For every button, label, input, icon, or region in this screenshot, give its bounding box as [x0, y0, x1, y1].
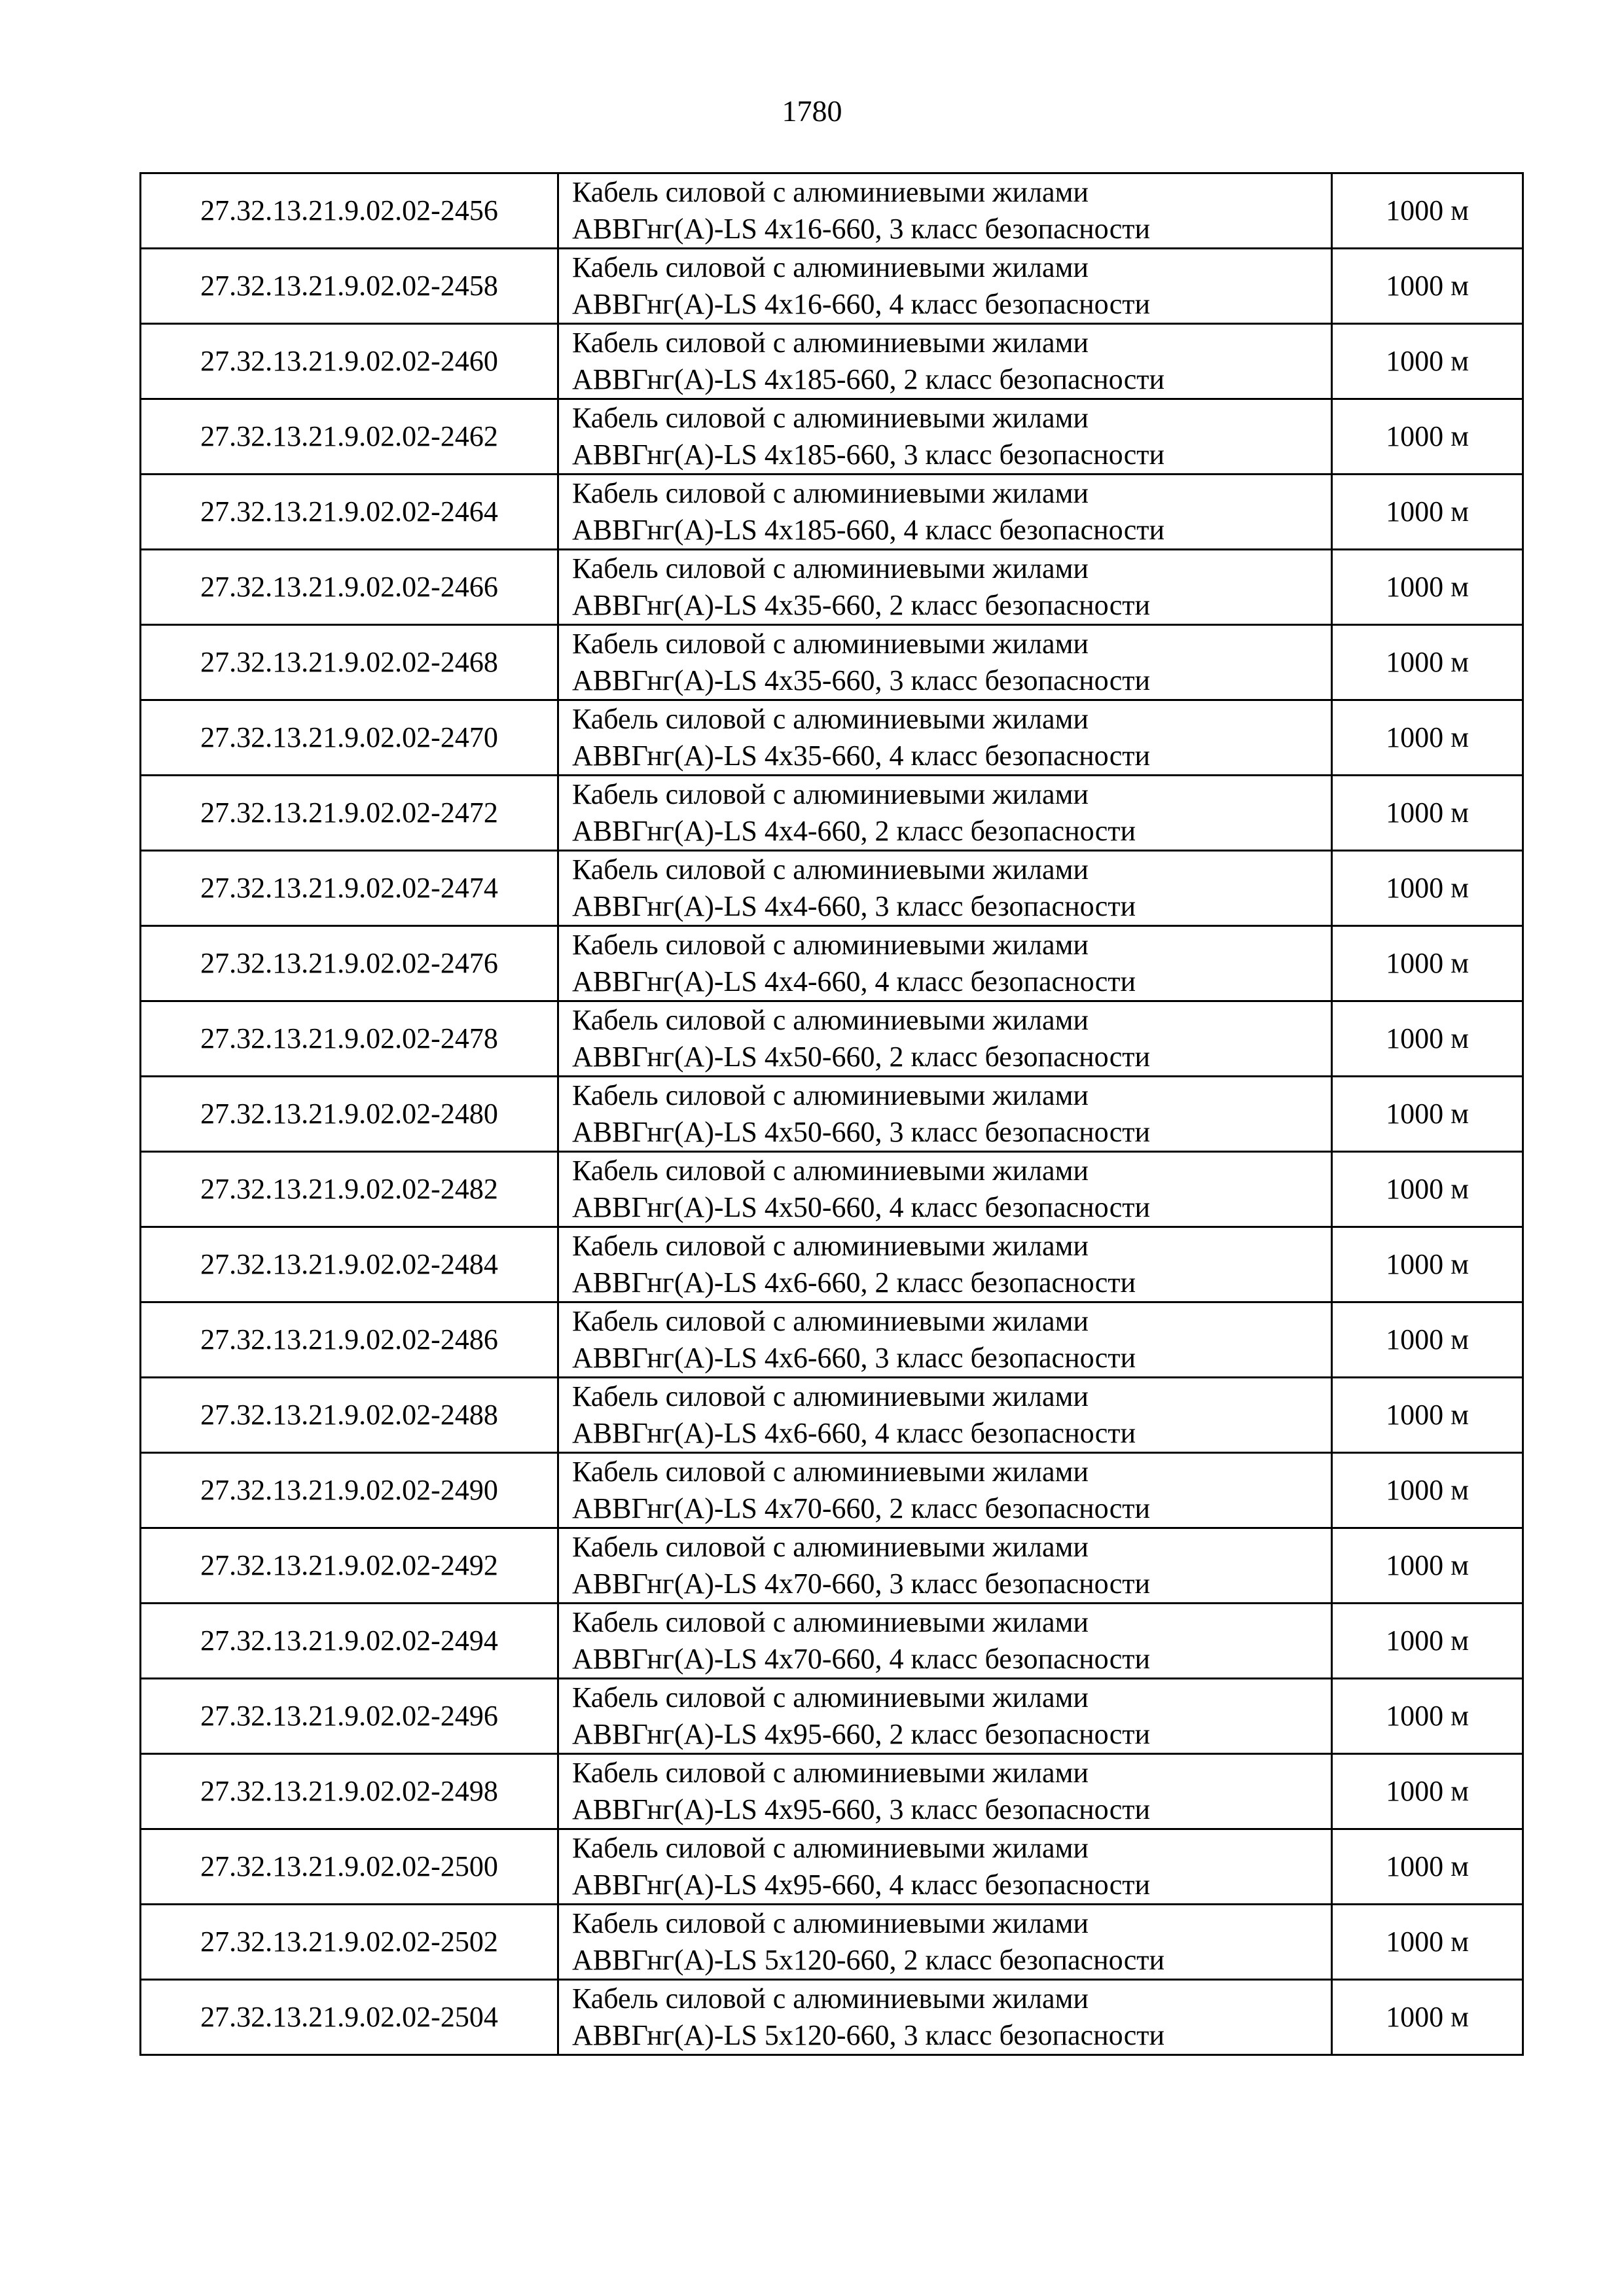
description-line-2: АВВГнг(А)-LS 4х16-660, 3 класс безопасности — [572, 213, 1151, 245]
resource-code: 27.32.13.21.9.02.02-2468 — [141, 625, 558, 700]
description-line-2: АВВГнг(А)-LS 5х120-660, 2 класс безопасности — [572, 1944, 1165, 1976]
resource-unit: 1000 м — [1332, 776, 1523, 851]
table-row — [141, 1001, 1523, 1077]
resource-code: 27.32.13.21.9.02.02-2456 — [141, 173, 558, 249]
resource-code: 27.32.13.21.9.02.02-2460 — [141, 324, 558, 399]
resource-description — [558, 1302, 1332, 1378]
resource-unit: 1000 м — [1332, 1378, 1523, 1453]
resource-code: 27.32.13.21.9.02.02-2492 — [141, 1528, 558, 1604]
resource-code: 27.32.13.21.9.02.02-2504 — [141, 1980, 558, 2055]
description-line-2: АВВГнг(А)-LS 4х50-660, 2 класс безопасности — [572, 1041, 1151, 1073]
resource-description — [558, 1453, 1332, 1528]
resource-description — [558, 926, 1332, 1001]
table-row — [141, 1453, 1523, 1528]
table-row — [141, 625, 1523, 700]
resource-description — [558, 776, 1332, 851]
resource-unit: 1000 м — [1332, 700, 1523, 776]
table-row — [141, 1604, 1523, 1679]
description-line-2: АВВГнг(А)-LS 4х70-660, 4 класс безопасности — [572, 1643, 1151, 1675]
resource-unit: 1000 м — [1332, 1754, 1523, 1829]
resource-unit: 1000 м — [1332, 1302, 1523, 1378]
description-line-1: Кабель силовой с алюминиевыми жилами — [572, 1681, 1089, 1713]
description-line-2: АВВГнг(А)-LS 4х95-660, 2 класс безопасности — [572, 1718, 1151, 1750]
table-row — [141, 1302, 1523, 1378]
description-line-1: Кабель силовой с алюминиевыми жилами — [572, 778, 1089, 810]
resource-code: 27.32.13.21.9.02.02-2498 — [141, 1754, 558, 1829]
resource-description — [558, 550, 1332, 625]
description-line-1: Кабель силовой с алюминиевыми жилами — [572, 1757, 1089, 1789]
description-line-2: АВВГнг(А)-LS 4х95-660, 3 класс безопасности — [572, 1793, 1151, 1825]
resource-unit: 1000 м — [1332, 1604, 1523, 1679]
resource-unit: 1000 м — [1332, 324, 1523, 399]
resource-unit: 1000 м — [1332, 1905, 1523, 1980]
table-row — [141, 399, 1523, 475]
description-line-1: Кабель силовой с алюминиевыми жилами — [572, 1004, 1089, 1036]
resource-code: 27.32.13.21.9.02.02-2500 — [141, 1829, 558, 1905]
resource-description — [558, 1905, 1332, 1980]
table-row — [141, 1829, 1523, 1905]
description-line-2: АВВГнг(А)-LS 4х16-660, 4 класс безопасности — [572, 288, 1151, 320]
resource-unit: 1000 м — [1332, 625, 1523, 700]
resource-table-body — [141, 173, 1523, 2055]
description-line-2: АВВГнг(А)-LS 4х4-660, 4 класс безопасности — [572, 965, 1136, 997]
description-line-2: АВВГнг(А)-LS 4х6-660, 3 класс безопасности — [572, 1342, 1136, 1374]
resource-code: 27.32.13.21.9.02.02-2472 — [141, 776, 558, 851]
resource-description — [558, 1001, 1332, 1077]
description-line-1: Кабель силовой с алюминиевыми жилами — [572, 1456, 1089, 1488]
description-line-1: Кабель силовой с алюминиевыми жилами — [572, 1982, 1089, 2015]
description-line-1: Кабель силовой с алюминиевыми жилами — [572, 1907, 1089, 1939]
table-row — [141, 550, 1523, 625]
description-line-2: АВВГнг(А)-LS 5х120-660, 3 класс безопасности — [572, 2019, 1165, 2051]
description-line-1: Кабель силовой с алюминиевыми жилами — [572, 1155, 1089, 1187]
table-row — [141, 1077, 1523, 1152]
description-line-1: Кабель силовой с алюминиевыми жилами — [572, 853, 1089, 886]
resource-code: 27.32.13.21.9.02.02-2476 — [141, 926, 558, 1001]
table-row — [141, 926, 1523, 1001]
description-line-1: Кабель силовой с алюминиевыми жилами — [572, 1531, 1089, 1563]
resource-code: 27.32.13.21.9.02.02-2478 — [141, 1001, 558, 1077]
resource-unit: 1000 м — [1332, 1528, 1523, 1604]
resource-code: 27.32.13.21.9.02.02-2488 — [141, 1378, 558, 1453]
resource-description — [558, 399, 1332, 475]
description-line-2: АВВГнг(А)-LS 4х95-660, 4 класс безопасности — [572, 1869, 1151, 1901]
resource-unit: 1000 м — [1332, 249, 1523, 324]
resource-description — [558, 1829, 1332, 1905]
table-row — [141, 851, 1523, 926]
resource-description — [558, 625, 1332, 700]
resource-description — [558, 1604, 1332, 1679]
resource-unit: 1000 м — [1332, 173, 1523, 249]
table-row — [141, 1378, 1523, 1453]
resource-unit: 1000 м — [1332, 550, 1523, 625]
description-line-1: Кабель силовой с алюминиевыми жилами — [572, 552, 1089, 584]
description-line-2: АВВГнг(А)-LS 4х185-660, 2 класс безопасности — [572, 363, 1165, 395]
resource-code: 27.32.13.21.9.02.02-2486 — [141, 1302, 558, 1378]
table-row — [141, 1679, 1523, 1754]
table-row — [141, 1528, 1523, 1604]
resource-unit: 1000 м — [1332, 1077, 1523, 1152]
resource-code: 27.32.13.21.9.02.02-2470 — [141, 700, 558, 776]
resource-unit: 1000 м — [1332, 1679, 1523, 1754]
resource-code: 27.32.13.21.9.02.02-2462 — [141, 399, 558, 475]
description-line-2: АВВГнг(А)-LS 4х6-660, 2 класс безопасности — [572, 1266, 1136, 1299]
resource-description — [558, 173, 1332, 249]
description-line-1: Кабель силовой с алюминиевыми жилами — [572, 1230, 1089, 1262]
resource-description — [558, 1679, 1332, 1754]
description-line-2: АВВГнг(А)-LS 4х70-660, 3 класс безопасности — [572, 1568, 1151, 1600]
description-line-2: АВВГнг(А)-LS 4х35-660, 4 класс безопасности — [572, 740, 1151, 772]
description-line-1: Кабель силовой с алюминиевыми жилами — [572, 176, 1089, 208]
description-line-2: АВВГнг(А)-LS 4х6-660, 4 класс безопасности — [572, 1417, 1136, 1449]
resource-code: 27.32.13.21.9.02.02-2490 — [141, 1453, 558, 1528]
resource-description — [558, 1980, 1332, 2055]
table-row — [141, 324, 1523, 399]
description-line-1: Кабель силовой с алюминиевыми жилами — [572, 1832, 1089, 1864]
resource-unit: 1000 м — [1332, 1980, 1523, 2055]
resource-description — [558, 475, 1332, 550]
table-row — [141, 1980, 1523, 2055]
description-line-1: Кабель силовой с алюминиевыми жилами — [572, 251, 1089, 283]
resource-description — [558, 249, 1332, 324]
resource-description — [558, 1528, 1332, 1604]
description-line-1: Кабель силовой с алюминиевыми жилами — [572, 628, 1089, 660]
description-line-1: Кабель силовой с алюминиевыми жилами — [572, 477, 1089, 509]
description-line-1: Кабель силовой с алюминиевыми жилами — [572, 1079, 1089, 1111]
resource-description — [558, 1152, 1332, 1227]
description-line-2: АВВГнг(А)-LS 4х35-660, 3 класс безопасности — [572, 664, 1151, 696]
table-row — [141, 475, 1523, 550]
resource-code: 27.32.13.21.9.02.02-2494 — [141, 1604, 558, 1679]
description-line-2: АВВГнг(А)-LS 4х4-660, 3 класс безопасности — [572, 890, 1136, 922]
resource-unit: 1000 м — [1332, 475, 1523, 550]
description-line-2: АВВГнг(А)-LS 4х4-660, 2 класс безопасности — [572, 815, 1136, 847]
description-line-1: Кабель силовой с алюминиевыми жилами — [572, 402, 1089, 434]
table-row — [141, 1754, 1523, 1829]
resource-code: 27.32.13.21.9.02.02-2496 — [141, 1679, 558, 1754]
description-line-1: Кабель силовой с алюминиевыми жилами — [572, 929, 1089, 961]
table-row — [141, 1905, 1523, 1980]
description-line-2: АВВГнг(А)-LS 4х185-660, 3 класс безопасности — [572, 439, 1165, 471]
resource-code: 27.32.13.21.9.02.02-2484 — [141, 1227, 558, 1302]
resource-description — [558, 1754, 1332, 1829]
table-row — [141, 249, 1523, 324]
description-line-1: Кабель силовой с алюминиевыми жилами — [572, 1606, 1089, 1638]
description-line-1: Кабель силовой с алюминиевыми жилами — [572, 327, 1089, 359]
description-line-1: Кабель силовой с алюминиевыми жилами — [572, 1380, 1089, 1412]
resource-unit: 1000 м — [1332, 926, 1523, 1001]
resource-unit: 1000 м — [1332, 1453, 1523, 1528]
resource-code: 27.32.13.21.9.02.02-2464 — [141, 475, 558, 550]
resource-description — [558, 851, 1332, 926]
resource-code: 27.32.13.21.9.02.02-2482 — [141, 1152, 558, 1227]
description-line-2: АВВГнг(А)-LS 4х70-660, 2 класс безопасности — [572, 1492, 1151, 1524]
resource-code: 27.32.13.21.9.02.02-2502 — [141, 1905, 558, 1980]
resource-code: 27.32.13.21.9.02.02-2466 — [141, 550, 558, 625]
table-row — [141, 173, 1523, 249]
resource-unit: 1000 м — [1332, 851, 1523, 926]
description-line-1: Кабель силовой с алюминиевыми жилами — [572, 1305, 1089, 1337]
description-line-2: АВВГнг(А)-LS 4х50-660, 3 класс безопасности — [572, 1116, 1151, 1148]
resource-unit: 1000 м — [1332, 1829, 1523, 1905]
resource-description — [558, 324, 1332, 399]
resource-table — [139, 172, 1524, 2056]
resource-description — [558, 700, 1332, 776]
table-row — [141, 776, 1523, 851]
page-number: 1780 — [782, 94, 842, 128]
resource-unit: 1000 м — [1332, 1152, 1523, 1227]
resource-code: 27.32.13.21.9.02.02-2480 — [141, 1077, 558, 1152]
description-line-1: Кабель силовой с алюминиевыми жилами — [572, 703, 1089, 735]
resource-unit: 1000 м — [1332, 399, 1523, 475]
resource-unit: 1000 м — [1332, 1001, 1523, 1077]
table-row — [141, 1227, 1523, 1302]
description-line-2: АВВГнг(А)-LS 4х185-660, 4 класс безопасности — [572, 514, 1165, 546]
resource-description — [558, 1227, 1332, 1302]
description-line-2: АВВГнг(А)-LS 4х35-660, 2 класс безопасности — [572, 589, 1151, 621]
resource-unit: 1000 м — [1332, 1227, 1523, 1302]
resource-description — [558, 1077, 1332, 1152]
table-row — [141, 1152, 1523, 1227]
resource-code: 27.32.13.21.9.02.02-2474 — [141, 851, 558, 926]
resource-code: 27.32.13.21.9.02.02-2458 — [141, 249, 558, 324]
resource-description — [558, 1378, 1332, 1453]
description-line-2: АВВГнг(А)-LS 4х50-660, 4 класс безопасности — [572, 1191, 1151, 1223]
table-row — [141, 700, 1523, 776]
